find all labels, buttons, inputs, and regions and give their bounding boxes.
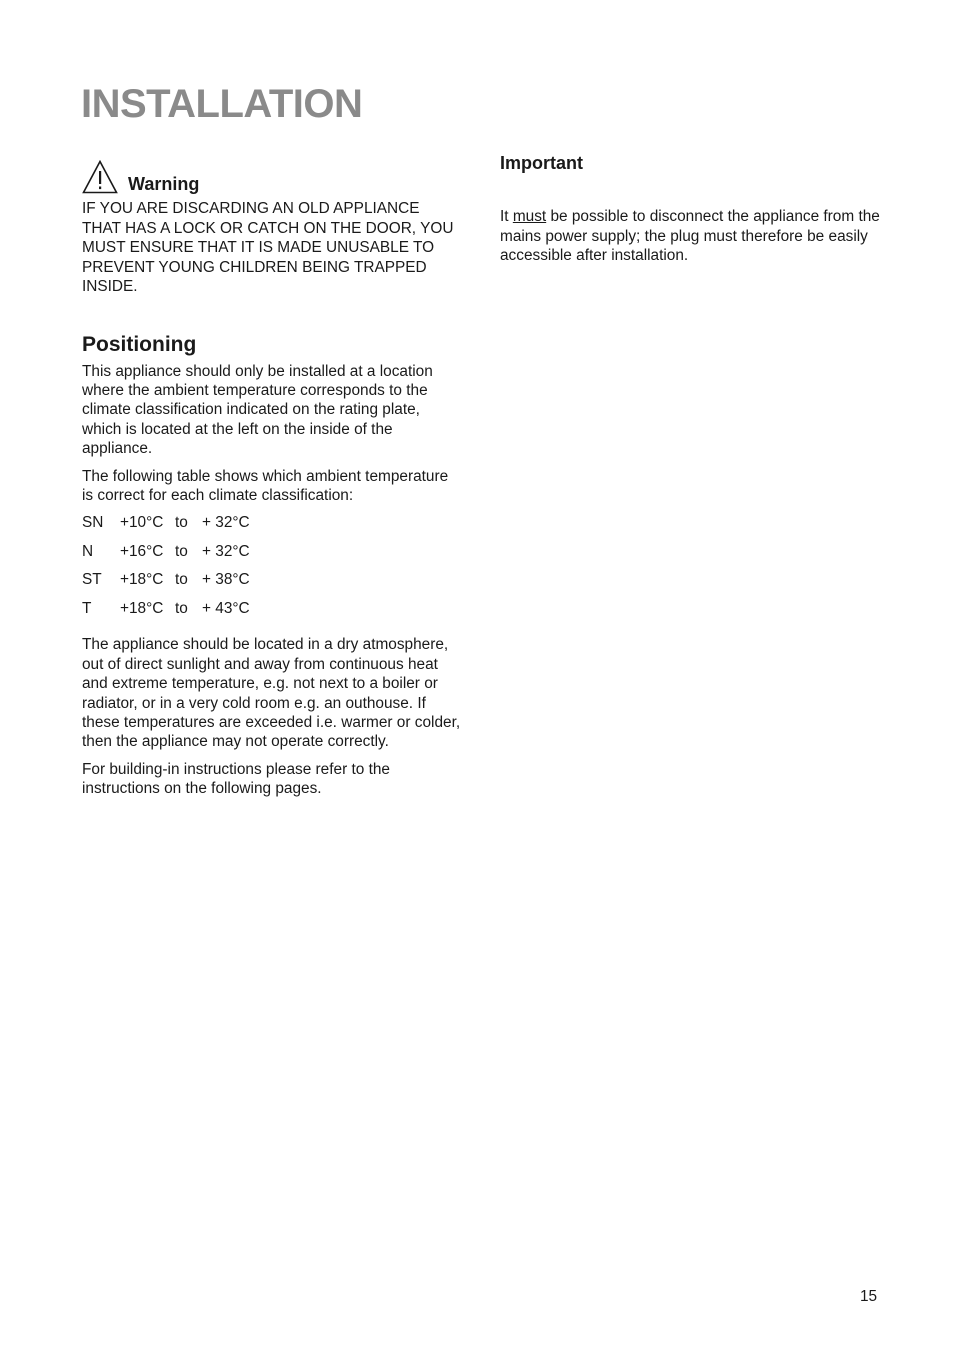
climate-row [82, 570, 462, 599]
warning-text: IF YOU ARE DISCARDING AN OLD APPLIANCE THAT HAS A LOCK OR CATCH ON THE DOOR, YOU MUST ENSURE THAT IT IS MADE UNUSABLE TO PREVENT YOUNG CHILDREN BEING TRAPPED INSIDE. [82, 200, 454, 295]
warning-label: Warning [128, 174, 200, 194]
climate-row [82, 542, 462, 571]
climate-separator: to [175, 542, 188, 560]
positioning-paragraph-2: The following table shows which ambient temperature is correct for each climate classification: [82, 467, 449, 505]
climate-separator: to [175, 599, 188, 617]
positioning-heading: Positioning [82, 332, 197, 356]
climate-temp-to: + 32°C [202, 514, 250, 532]
left-column [82, 156, 462, 807]
important-text-start: It [500, 208, 513, 225]
climate-table [82, 513, 462, 627]
climate-row [82, 599, 462, 628]
positioning-paragraph-4: For building-in instructions please refer to the instructions on the following pages. [82, 760, 390, 798]
page-number: 15 [860, 1288, 878, 1305]
climate-temp-to: + 32°C [202, 542, 250, 560]
climate-separator: to [175, 571, 188, 589]
right-column [500, 152, 880, 266]
important-text [500, 207, 880, 266]
important-text-end: be possible to disconnect the appliance from the mains power supply; the plug must therefore be easily accessible after installation. [500, 208, 880, 264]
climate-class: T [82, 599, 92, 617]
climate-temp-from: +10°C [120, 514, 164, 532]
climate-separator: to [175, 514, 188, 532]
positioning-paragraph-3: The appliance should be located in a dry atmosphere, out of direct sunlight and away from continuous heat and extreme temperature, e.g. not next to a boiler or radiator, or in a very cold room e.g. an outhouse. If these temperatures are exceeded i.e. warmer or colder, then the appliance may not operate correctly. [82, 636, 461, 751]
climate-temp-to: + 38°C [202, 571, 250, 589]
climate-temp-to: + 43°C [202, 599, 250, 617]
important-emphasis: must [512, 208, 547, 225]
climate-row [82, 513, 462, 542]
climate-class: N [82, 542, 94, 560]
positioning-paragraph-1: This appliance should only be installed at a location where the ambient temperature corresponds to the climate classification indicated on the rating plate, which is located at the left on the inside of the appliance. [82, 362, 433, 458]
page-title: INSTALLATION [81, 82, 363, 126]
climate-temp-from: +18°C [120, 599, 164, 617]
climate-class: ST [82, 571, 102, 589]
climate-temp-from: +16°C [120, 542, 164, 560]
important-heading: Important [500, 153, 583, 173]
climate-temp-from: +18°C [120, 571, 164, 589]
climate-class: SN [82, 514, 104, 532]
warning-header [82, 156, 462, 194]
warning-triangle-icon [82, 160, 118, 194]
